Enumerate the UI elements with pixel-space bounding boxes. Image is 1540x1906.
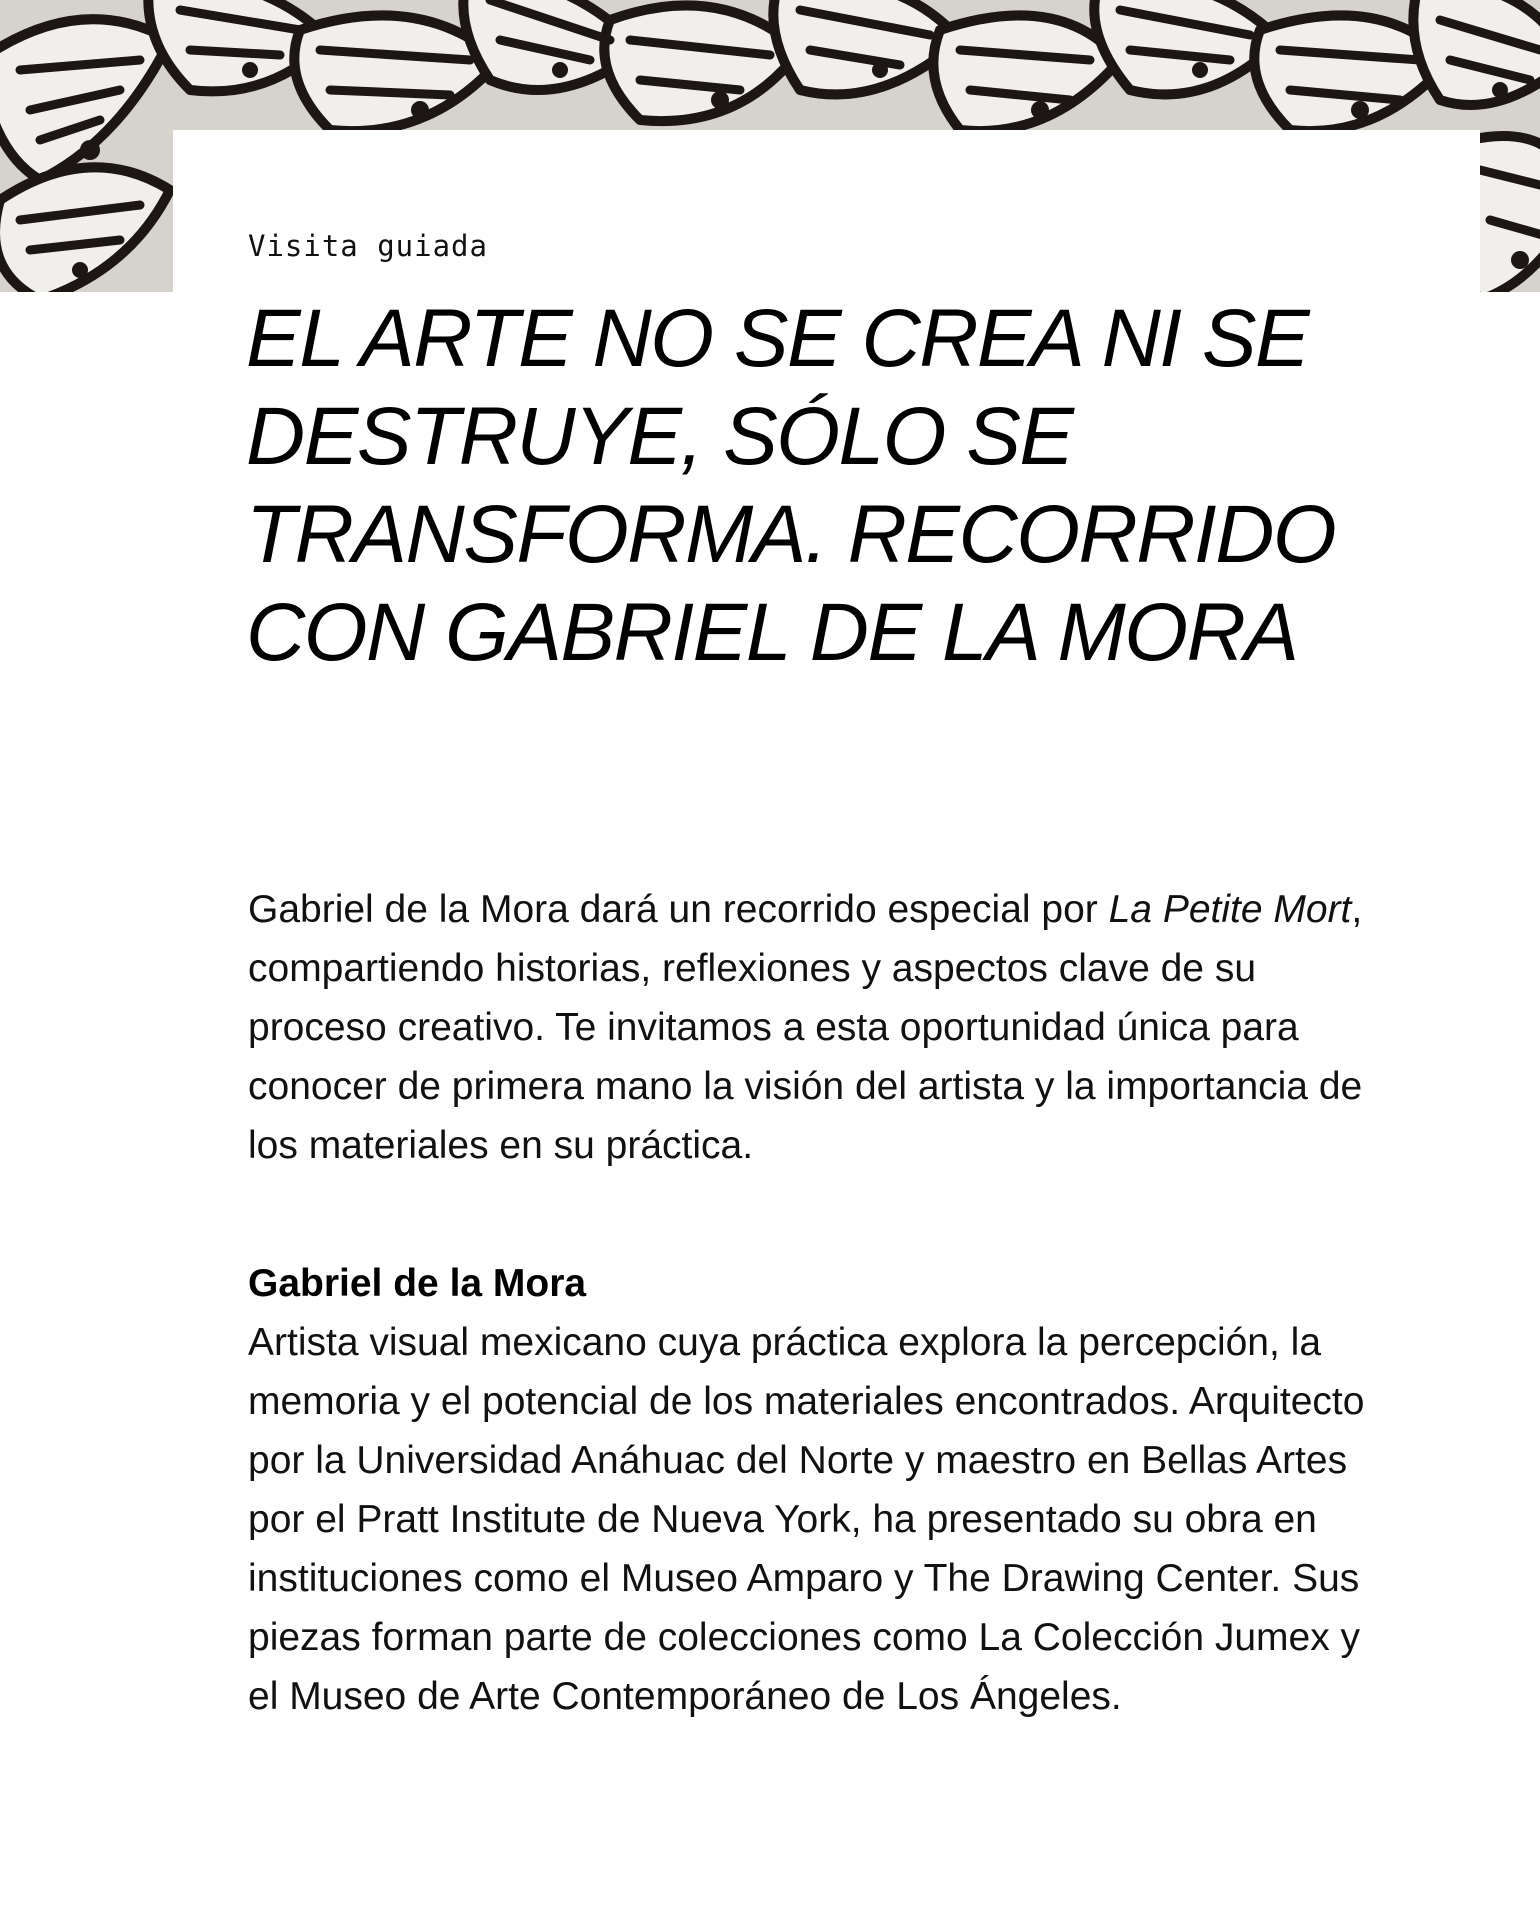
event-category-label: Visita guiada [248,229,488,263]
description-text-end: , compartiendo historias, reflexiones y aspectos clave de su proceso creativo. Te invitamos a esta oportunidad única para conocer de primera mano la visión del artista y la importancia de los materiales en su práctica. [248,888,1363,1167]
artist-name-heading: Gabriel de la Mora [248,1262,587,1305]
event-description [248,880,1398,1175]
page-title: EL ARTE NO SE CREA NI SE DESTRUYE, SÓLO SE TRANSFORMA. RECORRIDO CON GABRIEL DE LA MORA [246,293,1336,678]
artist-bio: Artista visual mexicano cuya práctica explora la percepción, la memoria y el potencial de los materiales encontrados. Arquitecto por la Universidad Anáhuac del Norte y maestro en Bellas Artes por el Pratt Institute de Nueva York, ha presentado su obra en instituciones como el Museo Amparo y The Drawing Center. Sus piezas forman parte de colecciones como La Colección Jumex y el Museo de Arte Contemporáneo de Los Ángeles. [248,1321,1365,1718]
exhibition-title: La Petite Mort [1108,888,1352,931]
event-detail-card [173,130,1480,1906]
description-text-start: Gabriel de la Mora dará un recorrido especial por [248,888,1109,931]
